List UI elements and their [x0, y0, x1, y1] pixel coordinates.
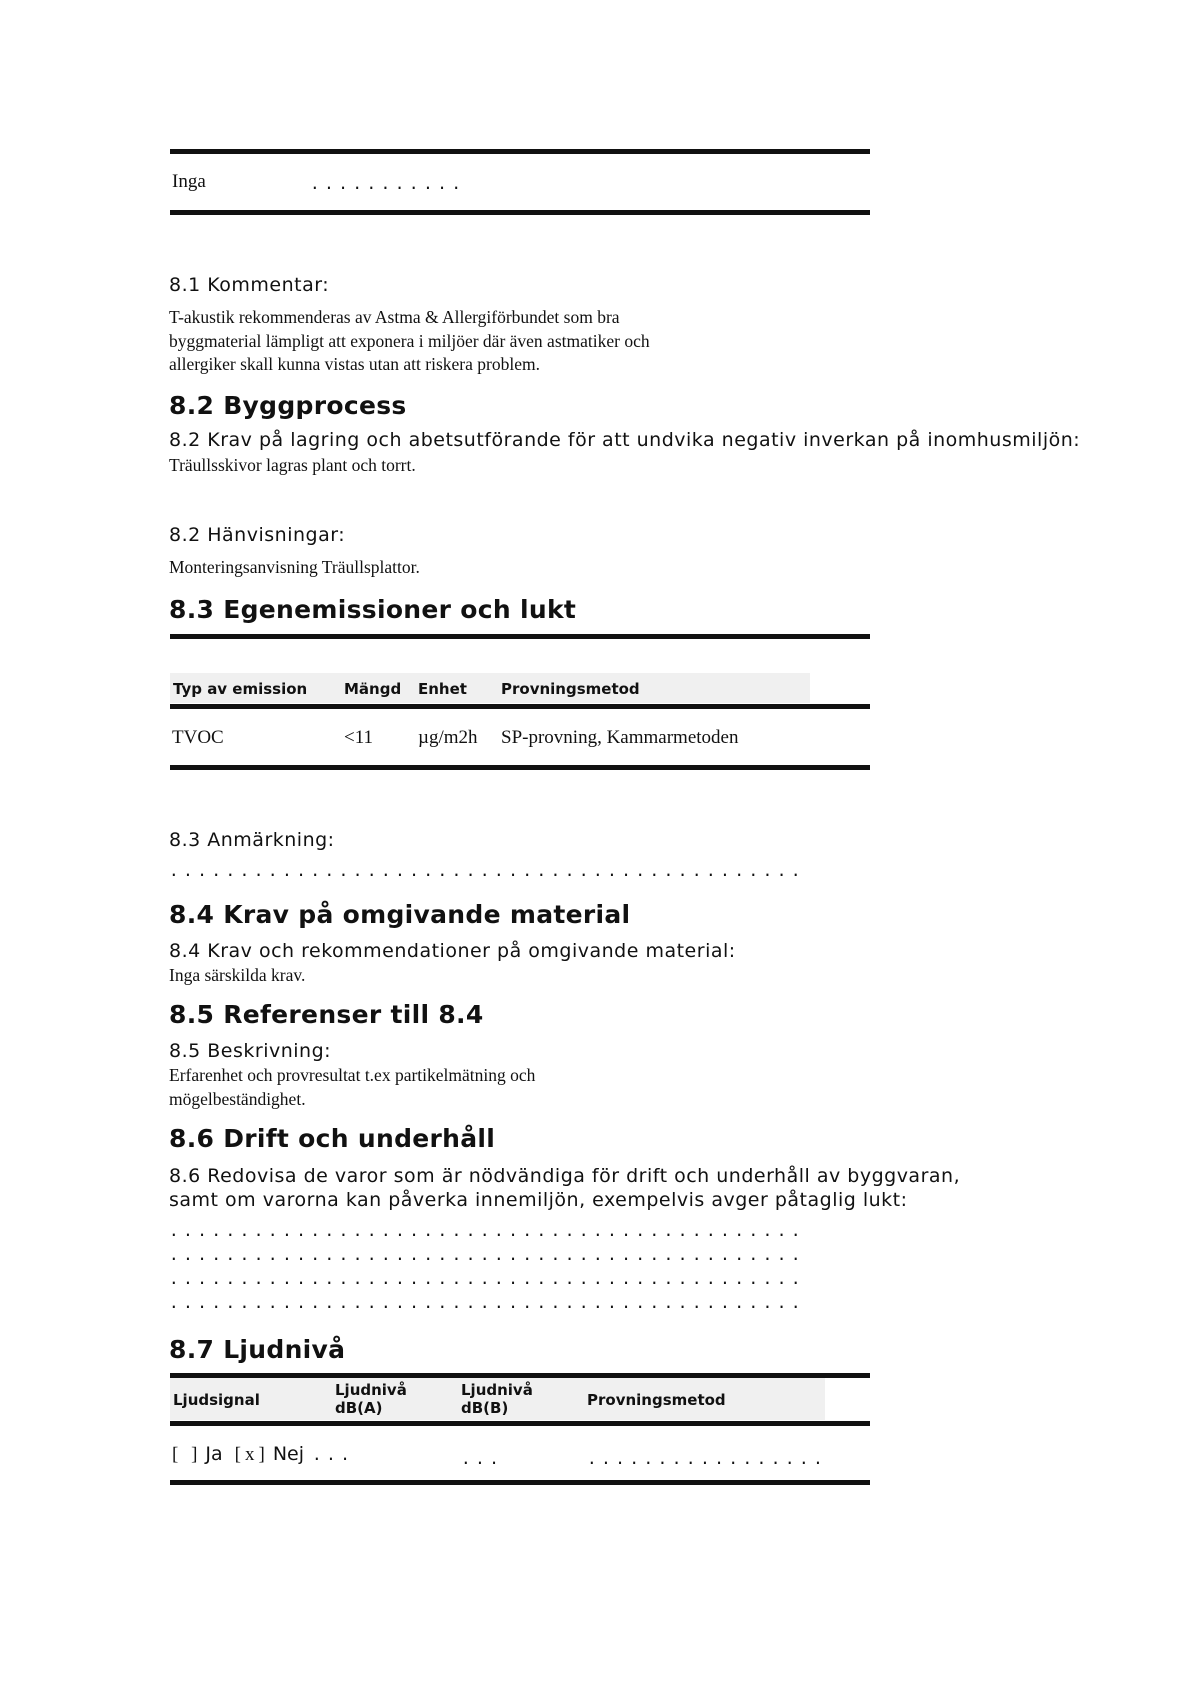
- comment-line: T-akustik rekommenderas av Astma & Allergiförbundet som bra: [169, 307, 620, 327]
- emission-cell-amount: <11: [344, 727, 374, 748]
- references-label: 8.2 Hänvisningar:: [169, 524, 346, 546]
- emission-header-unit: Enhet: [418, 680, 467, 698]
- emission-header-method: Provningsmetod: [501, 680, 640, 698]
- sound-header-dba-line1: Ljudnivå: [335, 1381, 407, 1399]
- comment-line: allergiker skall kunna vistas utan att riskera problem.: [169, 354, 540, 374]
- maintenance-label: [169, 1164, 960, 1212]
- section-heading-sound-level: 8.7 Ljudnivå: [169, 1335, 346, 1364]
- sound-header-dba: [335, 1381, 407, 1417]
- section-heading-emissions: 8.3 Egenemissioner och lukt: [169, 595, 577, 624]
- maintenance-dot-line: .............................................: [169, 1269, 805, 1288]
- section-heading-byggprocess: 8.2 Byggprocess: [169, 391, 407, 420]
- sound-header-signal: Ljudsignal: [173, 1391, 260, 1409]
- emission-table-rule-top: [170, 634, 870, 639]
- ja-label: Ja: [205, 1443, 223, 1465]
- description-label: 8.5 Beskrivning:: [169, 1040, 332, 1062]
- section-heading-references: 8.5 Referenser till 8.4: [169, 1000, 484, 1029]
- nej-checkbox[interactable]: [x]: [234, 1444, 269, 1465]
- emission-cell-method: SP-provning, Kammarmetoden: [501, 727, 739, 748]
- ja-checkbox[interactable]: [ ]: [172, 1444, 202, 1465]
- top-table-rule-top: [170, 149, 870, 154]
- maintenance-dots: [169, 1219, 805, 1315]
- sound-header-dba-line2: dB(A): [335, 1399, 383, 1417]
- surrounding-material-text: Inga särskilda krav.: [169, 965, 306, 985]
- top-table-value: Inga: [172, 171, 206, 192]
- sound-method-dots: .................: [587, 1449, 828, 1468]
- storage-requirements-label: 8.2 Krav på lagring och abetsutförande för att undvika negativ inverkan på inomhusmiljön:: [169, 429, 1081, 451]
- sound-header-dbb-line1: Ljudnivå: [461, 1381, 533, 1399]
- sound-header-dbb: [461, 1381, 533, 1417]
- comment-text: [169, 306, 889, 377]
- references-text: Monteringsanvisning Träullsplattor.: [169, 557, 420, 577]
- comment-line: byggmaterial lämpligt att exponera i miljöer där även astmatiker och: [169, 330, 650, 351]
- emission-cell-type: TVOC: [172, 727, 224, 748]
- emission-header-amount: Mängd: [344, 680, 402, 698]
- nej-label: Nej: [272, 1443, 304, 1465]
- sound-dbb-dots: ...: [461, 1449, 504, 1468]
- sound-table-rule-bottom: [170, 1480, 870, 1485]
- maintenance-dot-line: .............................................: [169, 1221, 805, 1240]
- description-text: [169, 1064, 535, 1111]
- sound-dba-dots: ...: [312, 1445, 355, 1464]
- section-heading-surrounding-material: 8.4 Krav på omgivande material: [169, 900, 631, 929]
- emission-header-type: Typ av emission: [173, 680, 308, 698]
- maintenance-label-line: 8.6 Redovisa de varor som är nödvändiga för drift och underhåll av byggvaran,: [169, 1165, 961, 1187]
- description-line: mögelbeständighet.: [169, 1088, 306, 1109]
- sound-table-rule-mid: [170, 1421, 870, 1426]
- emission-cell-unit: µg/m2h: [418, 727, 478, 748]
- sound-header-method: Provningsmetod: [587, 1391, 726, 1409]
- top-table-dots: ...........: [310, 174, 466, 193]
- maintenance-label-line: samt om varorna kan påverka innemiljön, exempelvis avger påtaglig lukt:: [169, 1189, 908, 1211]
- top-table-rule-bottom: [170, 210, 870, 215]
- maintenance-dot-line: .............................................: [169, 1293, 805, 1312]
- remark-label: 8.3 Anmärkning:: [169, 829, 335, 851]
- description-line: Erfarenhet och provresultat t.ex partikelmätning och: [169, 1065, 536, 1085]
- comment-label: 8.1 Kommentar:: [169, 274, 330, 296]
- section-heading-maintenance: 8.6 Drift och underhåll: [169, 1124, 496, 1153]
- storage-requirements-text: Träullsskivor lagras plant och torrt.: [169, 455, 416, 475]
- maintenance-dot-line: .............................................: [169, 1245, 805, 1264]
- surrounding-material-label: 8.4 Krav och rekommendationer på omgivande material:: [169, 940, 736, 962]
- sound-header-dbb-line2: dB(B): [461, 1399, 509, 1417]
- sound-signal-cell: [172, 1443, 354, 1466]
- remark-dots: .............................................: [169, 861, 805, 880]
- emission-table-rule-mid: [170, 704, 870, 709]
- emission-table-rule-bottom: [170, 765, 870, 770]
